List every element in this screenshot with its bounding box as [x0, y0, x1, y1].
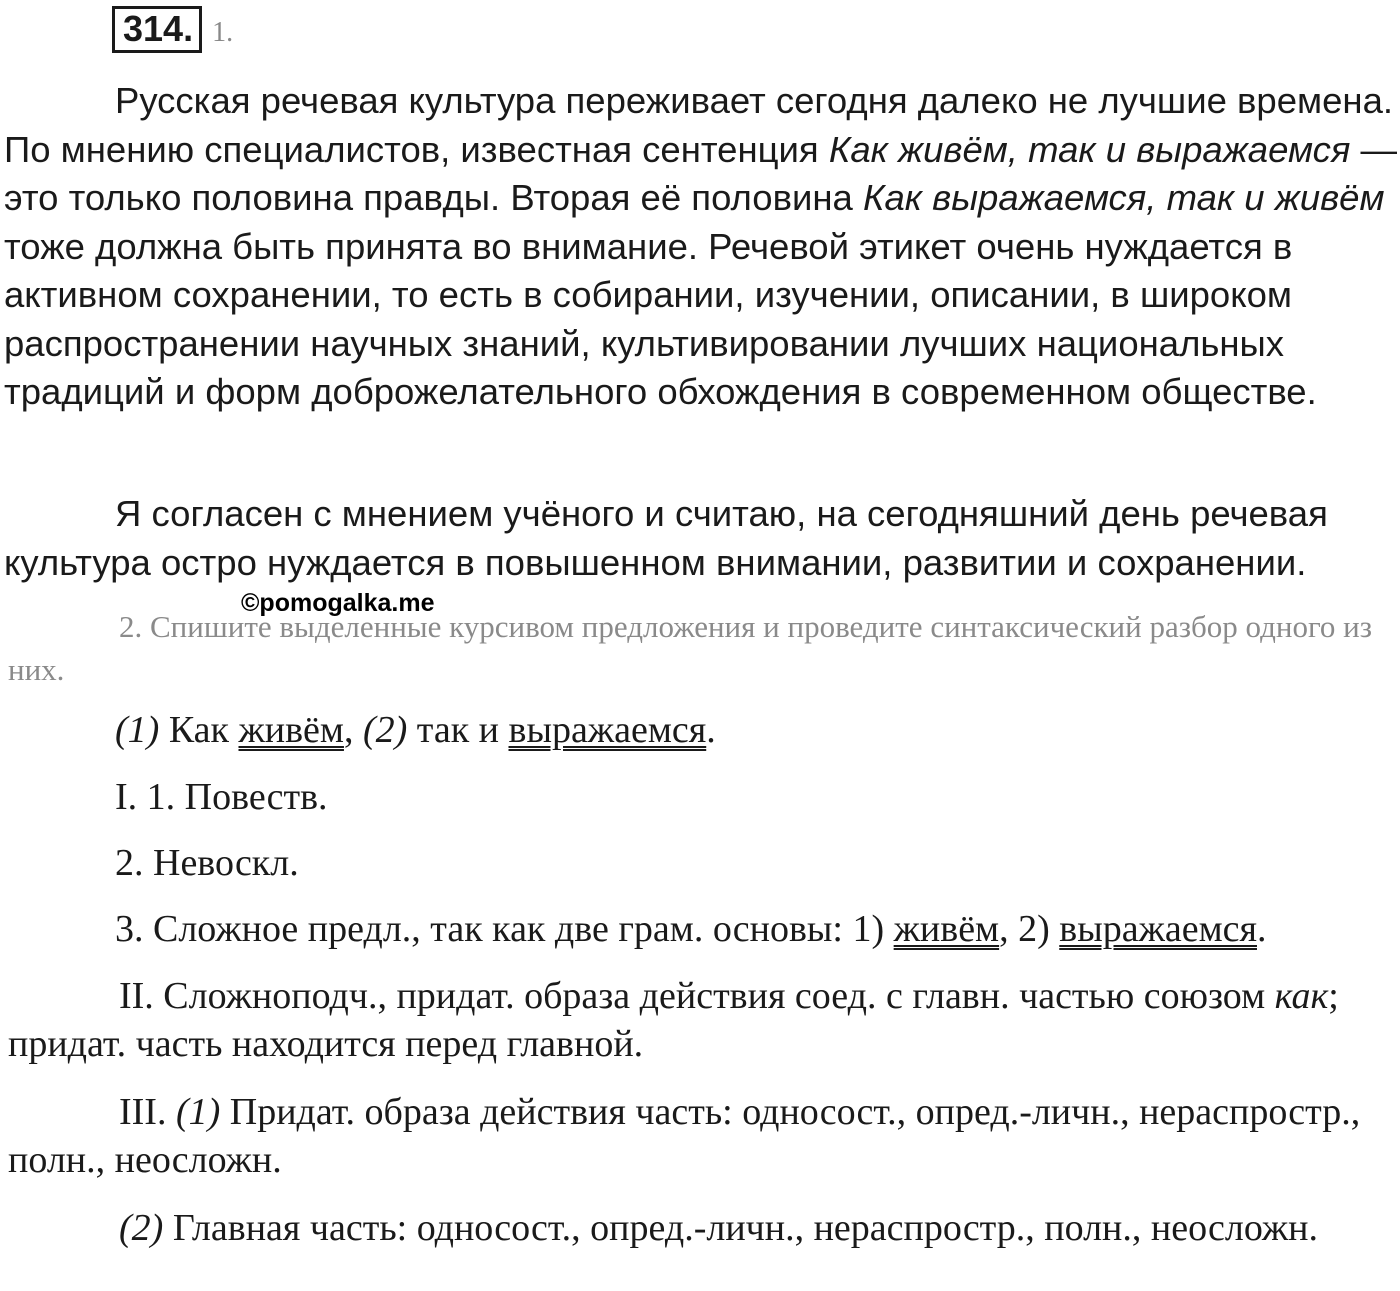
- sentence-word: Как: [159, 709, 239, 751]
- analysis-text: .: [1256, 908, 1267, 950]
- paragraph-2: Я согласен с мнением учёного и считаю, на сегодняшний день речевая культура остро нуждается в повышенном внимании, развитии и сохранении.: [4, 493, 1328, 583]
- sentence-word: так и: [407, 709, 509, 751]
- sentence-line: [8, 706, 1400, 754]
- predicate-2: выражаемся: [508, 709, 707, 751]
- analysis-line-6: [8, 1204, 1400, 1252]
- analysis-text: Главная часть: односост., опред.-личн., нераспростр., полн., неосложн.: [163, 1207, 1319, 1249]
- predicate-2: выражаемся: [1059, 908, 1257, 950]
- sentence-dot: .: [706, 709, 716, 751]
- paragraph-1: [4, 77, 1400, 417]
- analysis-text: ; придат. часть находится перед главной.: [8, 975, 1339, 1065]
- clause-number-2: (2): [362, 709, 408, 751]
- p1-italic-quote-1: Как живём, так и выражаемся: [828, 128, 1351, 170]
- p1-text-c: — это только половина правды. Вторая её половина: [4, 128, 1398, 218]
- clause-number-2: (2): [119, 1207, 164, 1249]
- clause-number-1: (1): [175, 1091, 221, 1133]
- part-number: 1.: [212, 17, 234, 48]
- analysis-text: III.: [119, 1091, 176, 1133]
- analysis-text: II. Сложноподч., придат. образа действия соед. с главн. частью союзом: [119, 975, 1275, 1017]
- analysis-line-5: [8, 1088, 1400, 1184]
- exercise-header: [112, 6, 233, 52]
- clause-number-1: (1): [115, 709, 160, 751]
- p1-text-e: тоже должна быть принята во внимание. Речевой этикет очень нуждается в активном сохранении, то есть в собирании, изучении, описании, в широком распространении научных знаний, культивировании лучших национальных традиций и форм доброжелательного обхождения в современном обществе.: [4, 225, 1317, 412]
- p1-text-a: Русская речевая культура переживает сегодня далеко не лучшие времена. По мнению специалистов, известная сентенция: [4, 80, 1394, 170]
- predicate-1: живём: [893, 908, 1000, 950]
- watermark: ©pomogalka.me: [241, 589, 435, 617]
- exercise-number: 314.: [112, 6, 202, 53]
- analysis-line-4: [8, 972, 1400, 1068]
- conjunction-kak: как: [1274, 975, 1329, 1017]
- analysis-text: , 2): [999, 908, 1060, 950]
- sentence-comma: ,: [343, 709, 363, 751]
- analysis-text: Придат. образа действия часть: односост., опред.-личн., нераспростр., полн., неосложн.: [8, 1091, 1361, 1181]
- analysis-line-1: I. 1. Повеств.: [115, 776, 328, 818]
- analysis-line-3: [8, 905, 1400, 953]
- predicate-1: живём: [238, 709, 344, 751]
- analysis-text: 3. Сложное предл., так как две грам. основы: 1): [115, 908, 894, 950]
- p1-italic-quote-2: Как выражаемся, так и живём: [862, 177, 1385, 218]
- task-instruction: 2. Спишите выделенные курсивом предложения и проведите синтаксический разбор одного из них.: [8, 609, 1372, 687]
- analysis-line-2: 2. Невоскл.: [115, 842, 299, 884]
